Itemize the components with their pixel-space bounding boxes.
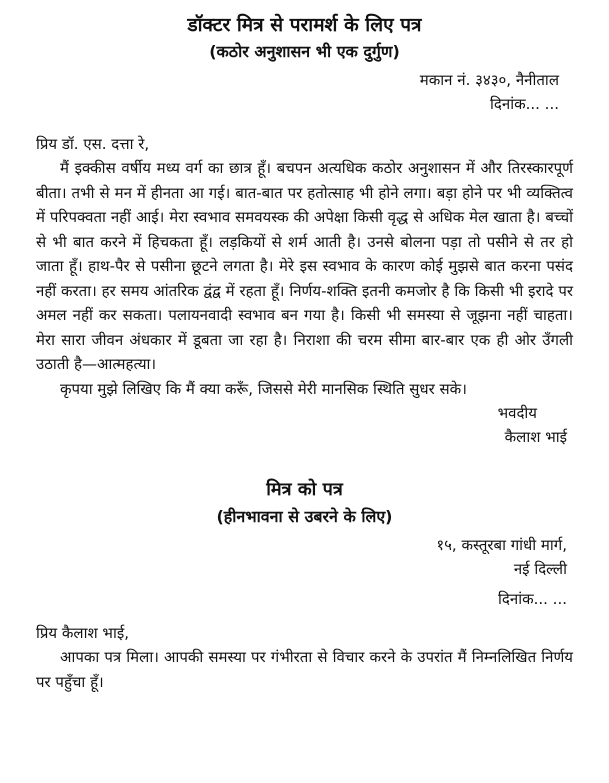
letter1-date: दिनांक... ... [490,95,559,113]
letter2-address-line2: नई दिल्ली [513,560,567,578]
letter1-request: कृपया मुझे लिखिए कि मैं क्या करूँ, जिससे मेरी मानसिक स्थिति सुधर सके। [60,379,467,398]
letter1-title: डॉक्टर मित्र से परामर्श के लिए पत्र [187,14,422,36]
letter2-salutation: प्रिय कैलाश भाई, [36,624,129,642]
letter1-address: मकान नं. ३४३०, नैनीताल [419,71,559,89]
letter1-closing: भवदीय [497,404,537,422]
letter1-sender: कैलाश भाई [504,428,567,446]
letter1-salutation: प्रिय डॉ. एस. दत्ता रे, [36,135,150,153]
letter2-address-line1: १५, कस्तूरबा गांधी मार्ग, [436,536,567,554]
letter2-body: आपका पत्र मिला। आपकी समस्या पर गंभीरता से विचार करने के उपरांत मैं निम्नलिखित निर्णय पर पहुँचा हूँ। [36,648,573,691]
letter1-subtitle: (कठोर अनुशासन भी एक दुर्गुण) [209,42,400,61]
letter2-date: दिनांक... ... [498,590,567,608]
letter2-title: मित्र को पत्र [266,479,343,500]
letter2-subtitle: (हीनभावना से उबरने के लिए) [216,507,393,526]
letter1-body: मैं इक्कीस वर्षीय मध्य वर्ग का छात्र हूँ। बचपन अत्यधिक कठोर अनुशासन में और तिरस्कारपूर्ण बीता। तभी से मन में हीनता आ गई। बात-बात पर हतोत्साह भी होने लगा। बड़ा होने पर भी व्यक्तित्व में परिपक्वता नहीं आई। मेरा स्वभाव समवयस्क की अपेक्षा किसी वृद्ध से अधिक मेल खाता है। बच्चों से भी बात करने में हिचकता हूँ। लड़कियों से शर्म आती है। उनसे बोलना पड़ा तो पसीने से तर हो जाता हूँ। हाथ-पैर से पसीना छूटने लगता है। मेरे इस स्वभाव के कारण कोई मुझसे बात करना पसंद नहीं करता। हर समय आंतरिक द्वंद्व में रहता हूँ। निर्णय-शक्ति इतनी कमजोर है कि किसी भी इरादे पर अमल नहीं कर सकता। पलायनवादी स्वभाव बन गया है। किसी भी समस्या से जूझना नहीं चाहता। मेरा सारा जीवन अंधकार में डूबता जा रहा है। निराशा की चरम सीमा बार-बार एक ही ओर उँगली उठाती है—आत्महत्या। [36,159,573,373]
